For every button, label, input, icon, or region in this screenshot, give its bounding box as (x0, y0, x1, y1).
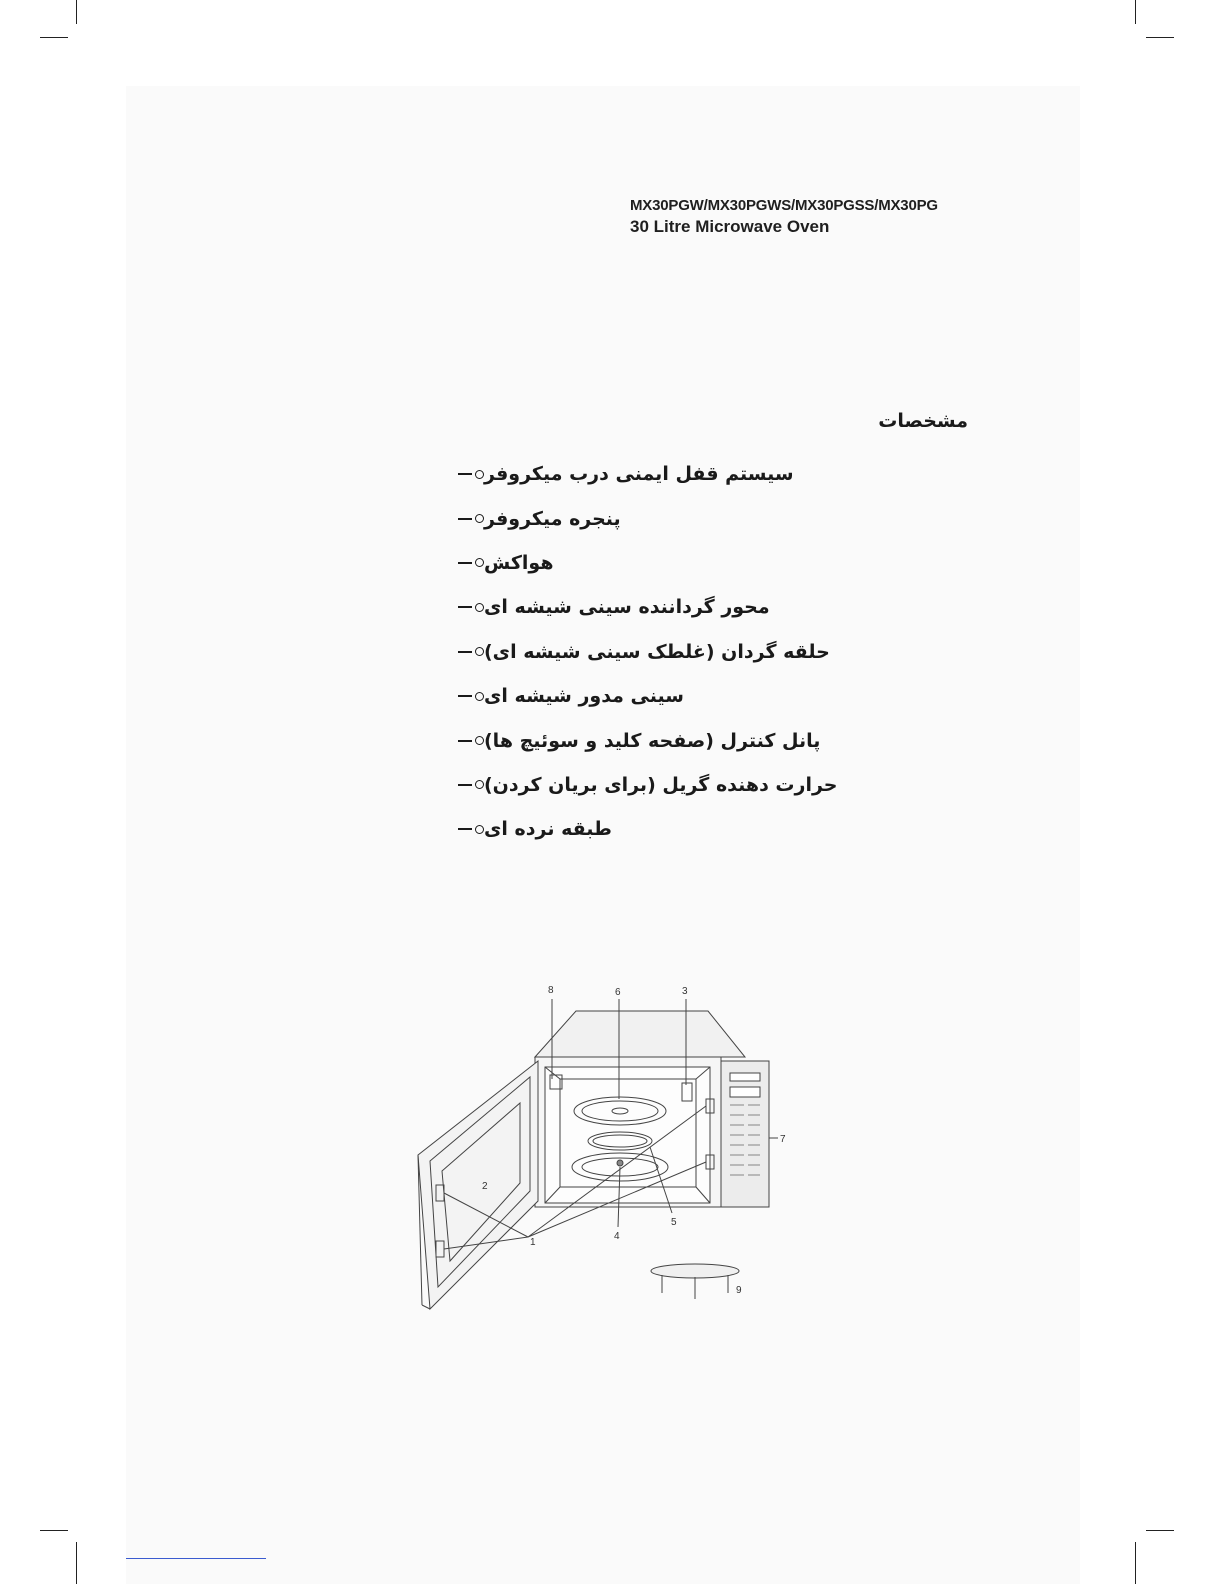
crop-mark (76, 0, 77, 24)
bullet-icon (458, 692, 484, 701)
features-title: مشخصات (878, 410, 968, 432)
feature-item (448, 630, 928, 674)
bullet-icon (458, 736, 484, 745)
feature-text: سینی مدور شیشه ای (484, 685, 684, 708)
bullet-icon (458, 825, 484, 834)
callout-label: 7 (780, 1134, 786, 1145)
feature-item (448, 763, 928, 807)
bullet-icon (458, 514, 484, 523)
model-numbers: MX30PGW/MX30PGWS/MX30PGSS/MX30PG (630, 197, 938, 214)
features-list (448, 452, 928, 852)
callout-label: 4 (614, 1231, 620, 1242)
callout-label: 1 (530, 1237, 536, 1248)
crop-mark (1135, 0, 1136, 24)
microwave-diagram (400, 975, 800, 1315)
feature-item (448, 496, 928, 540)
bullet-icon (458, 558, 484, 567)
feature-text: هواکش (484, 551, 554, 574)
callout-label: 2 (482, 1181, 488, 1192)
feature-item (448, 718, 928, 762)
callout-label: 6 (615, 987, 621, 998)
crop-mark (40, 37, 68, 38)
crop-mark (1135, 1542, 1136, 1584)
microwave-illustration (400, 975, 800, 1315)
feature-text: پنجره میکروفر (484, 507, 621, 530)
crop-mark (76, 1542, 77, 1584)
footer-rule (126, 1558, 266, 1559)
feature-item (448, 452, 928, 496)
crop-mark (1146, 37, 1174, 38)
feature-item (448, 585, 928, 629)
feature-text: محور گرداننده سینی شیشه ای (484, 596, 770, 619)
feature-item (448, 674, 928, 718)
feature-text: حلقه گردان (غلطک سینی شیشه ای) (484, 640, 830, 663)
callout-label: 9 (736, 1285, 742, 1296)
feature-item (448, 541, 928, 585)
callout-label: 3 (682, 986, 688, 997)
crop-mark (40, 1530, 68, 1531)
product-name: 30 Litre Microwave Oven (630, 217, 830, 236)
bullet-icon (458, 470, 484, 479)
feature-text: پانل کنترل (صفحه کلید و سوئیچ ها) (484, 729, 821, 752)
bullet-icon (458, 780, 484, 789)
bullet-icon (458, 603, 484, 612)
feature-text: طبقه نرده ای (484, 818, 612, 841)
crop-mark (1146, 1530, 1174, 1531)
bullet-icon (458, 647, 484, 656)
feature-item (448, 807, 928, 851)
callout-label: 8 (548, 985, 554, 996)
callout-label: 5 (671, 1217, 677, 1228)
feature-text: حرارت دهنده گریل (برای بریان کردن) (484, 773, 838, 796)
product-header (630, 197, 938, 237)
feature-text: سیستم قفل ایمنی درب میکروفر (484, 463, 794, 486)
